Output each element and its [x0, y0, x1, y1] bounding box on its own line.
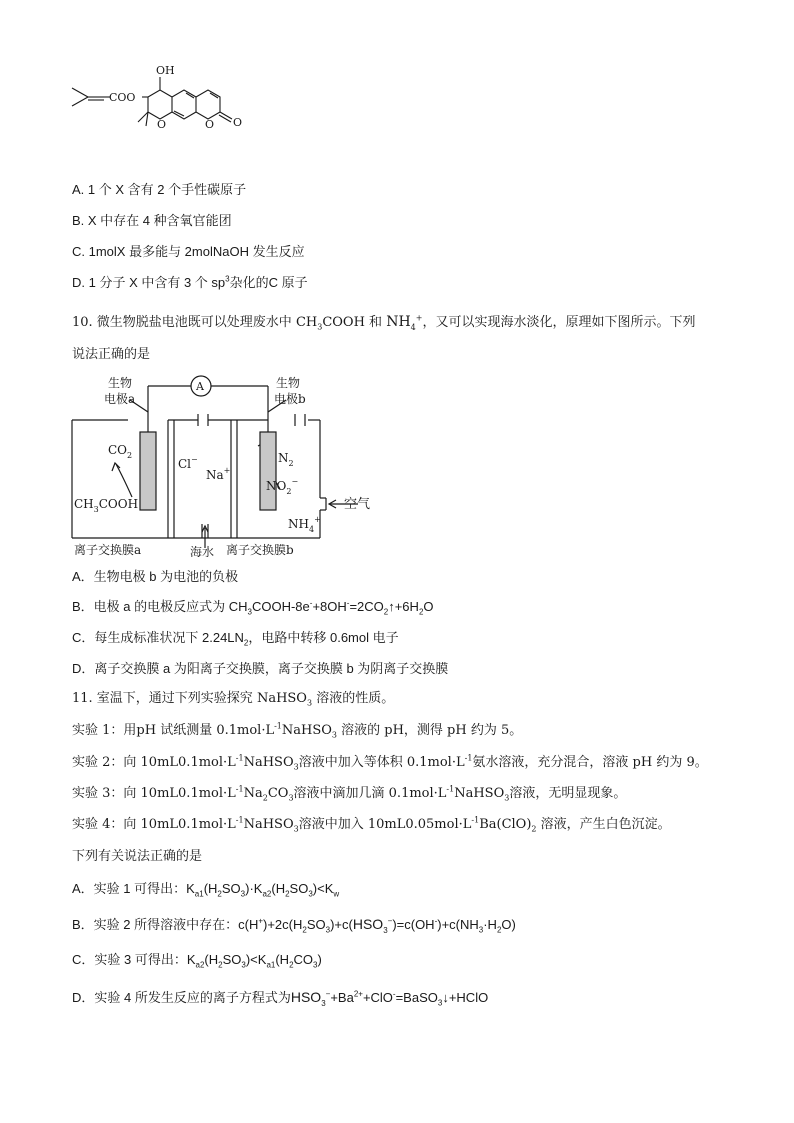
membrane-b-label: 离子交换膜b [226, 543, 294, 557]
air-label: 空气 [344, 497, 371, 512]
right-electrode-label-2: 电极b [274, 392, 306, 406]
q11-ask: 下列有关说法正确的是 [72, 849, 203, 864]
ch3cooh-label: $CH_3COOH$ [74, 497, 139, 514]
q10-option-c: C．每生成标准状况下 $2.24LN_2$，电路中转移 0.6mol 电子 [72, 630, 399, 648]
q11-exp4: 实验 4：向 $10mL0.1mol\cdot L^{-1}NaHSO_3$溶液中加入 $10mL0.05mol\cdot L^{-1}Ba(ClO)_2$ 溶液，产生白色沉淀。 [72, 815, 671, 834]
q10-stem: 10. 微生物脱盐电池既可以处理废水中 $CH_3COOH$ 和 $NH_4^+$，又可以实现海水淡化，原理如下图所示。下列 [72, 313, 696, 332]
n2-label: $N_2$ [278, 451, 294, 468]
hydroxyl-label: OH [156, 64, 175, 77]
carbonyl-oxygen: O [233, 116, 243, 129]
membrane-a-label: 离子交换膜a [74, 543, 142, 557]
electrode-b [260, 432, 276, 510]
ring-oxygen-2: O [205, 118, 215, 131]
q10-stem-line2: 说法正确的是 [72, 347, 151, 362]
q11-option-b: B．实验 2 所得溶液中存在：$c(H^+)+2c(H_2SO_3)+c(HSO_3^-)=c(OH^-)+c(NH_3\cdot H_2O)$ [72, 916, 516, 935]
electrode-a [140, 432, 156, 510]
molecule-structure-x [60, 60, 260, 145]
q11-exp2: 实验 2：向 $10mL0.1mol\cdot L^{-1}NaHSO_3$溶液中加入等体积 $0.1mol\cdot L^{-1}$氨水溶液，充分混合，溶液 pH 约为 9。 [72, 753, 708, 772]
q11-exp3: 实验 3：向 $10mL0.1mol\cdot L^{-1}Na_2CO_3$溶液中滴加几滴 $0.1mol\cdot L^{-1}NaHSO_3$溶液，无明显现象。 [72, 784, 627, 803]
q11-option-d: D．实验 4 所发生反应的离子方程式为$HSO_3^-+Ba^{2+}+ClO^-=BaSO_3↓+HClO$ [72, 989, 489, 1008]
seawater-label: 海水 [190, 545, 215, 559]
q11-stem: 11. 室温下，通过下列实验探究 NaHSO$_3$ 溶液的性质。 [72, 691, 395, 708]
q10-option-a: A．生物电极 b 为电池的负极 [72, 569, 239, 584]
q9-option-a: A. 1 个 X 含有 2 个手性碳原子 [72, 182, 247, 197]
left-electrode-label-2: 电极a [104, 392, 136, 406]
q10-option-b: B．电极 a 的电极反应式为 $CH_3COOH-8e^-+8OH^-=2CO_2↑+6H_2O$ [72, 598, 434, 617]
q9-option-c: C. 1molX 最多能与 2molNaOH 发生反应 [72, 244, 305, 259]
ester-label: COO [109, 91, 136, 104]
ammeter-label: A [196, 380, 204, 393]
chloride-label: Cl− [178, 455, 198, 471]
q9-option-d: D. 1 分子 X 中含有 3 个 $sp^3$杂化的C 原子 [72, 274, 308, 290]
right-electrode-label-1: 生物 [276, 376, 301, 390]
ammonium-label: $NH_4^+$ [288, 515, 321, 534]
sodium-label: Na+ [206, 466, 231, 482]
q11-option-c: C．实验 3 可得出：$K_{a2}(H_2SO_3)<K_{a1}(H_2CO_3)$ [72, 952, 322, 970]
left-electrode-label-1: 生物 [108, 376, 133, 390]
desalination-cell-diagram [68, 372, 398, 564]
nitrite-label: $NO_2^-$ [266, 477, 299, 496]
q11-exp1: 实验 1：用pH 试纸测量 $0.1mol\cdot L^{-1}NaHSO_3$ 溶液的 pH，测得 pH 约为 5。 [72, 721, 523, 740]
q9-option-b: B. X 中存在 4 种含氧官能团 [72, 213, 232, 228]
ring-oxygen-1: O [157, 118, 167, 131]
q11-option-a: A．实验 1 可得出：$K_{a1}(H_2SO_3)\cdot K_{a2}(H_2SO_3)<K_w$ [72, 881, 340, 899]
co2-label: $CO_2$ [108, 443, 133, 460]
q10-option-d: D．离子交换膜 a 为阳离子交换膜，离子交换膜 b 为阴离子交换膜 [72, 661, 449, 676]
